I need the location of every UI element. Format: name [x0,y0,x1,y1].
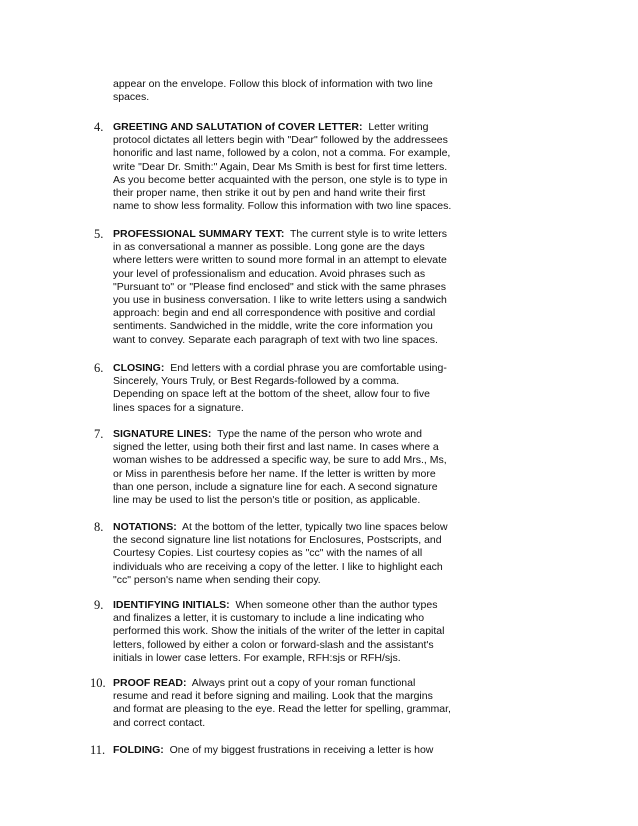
list-item-proof-read [90,676,452,730]
item-heading: IDENTIFYING INITIALS: [113,599,230,611]
item-number: 8. [94,520,104,534]
item-number: 9. [94,598,104,612]
item-text: Always print out a copy of your roman functional resume and read it before signing and mailing. Look that the margins and format are pleasing to the eye. Read the letter for spelling, grammar, and correct contact. [113,677,451,729]
item-number: 11. [90,743,106,757]
item-heading: GREETING AND SALUTATION of COVER LETTER: [113,121,363,133]
list-item-signature-lines [94,428,452,507]
list-item-greeting [94,121,452,213]
item-body [113,521,452,587]
item-text: End letters with a cordial phrase you are comfortable using-Sincerely, Yours Truly, or Best Regards-followed by a comma. Depending on space left at the bottom of the sheet, allow four to five lines spaces for a signature. [113,362,447,414]
list-item-folding [90,743,452,757]
item-text: When someone other than the author types and finalizes a letter, it is customary to include a line indicating who performed this work. Show the initials of the writer of the letter in capital letters, followed by either a colon or forward-slash and the assistant's initials in lower case letters. For example, RFH:sjs or RFH/sjs. [113,599,445,664]
list-item-identifying-initials [94,599,452,665]
item-heading: CLOSING: [113,362,165,374]
item-number: 10. [90,676,106,690]
list-item-notations [94,521,452,587]
item-heading: NOTATIONS: [113,521,177,533]
item-body [113,428,452,507]
list-item-closing [94,362,452,415]
item-number: 6. [94,361,104,375]
item-body [113,228,452,347]
item-heading: FOLDING: [113,744,164,756]
item-number: 7. [94,427,104,441]
item-heading: PROOF READ: [113,677,187,689]
item-body [113,121,452,213]
item-heading: SIGNATURE LINES: [113,428,212,440]
item-text: Letter writing protocol dictates all letters begin with "Dear" followed by the addressees honorific and last name, followed by a colon, not a comma. For example, write "Dear Dr. Smith:" Again, Dear Ms Smith is best for first time letters. As you become better acquainted with the person, one style is to type in their proper name, then strike it out by pen and hand write their first name to show less formality. Follow this information with two line spaces. [113,121,452,213]
item-number: 4. [94,120,104,134]
item-body [113,677,452,730]
item-text: At the bottom of the letter, typically two line spaces below the second signature line list notations for Enclosures, Postscripts, and Courtesy Copies. List courtesy copies as "cc" with the names of all individuals who are receiving a copy of the letter. I like to highlight each "cc" person's name when sending their copy. [113,521,448,586]
intro-paragraph: appear on the envelope. Follow this block of information with two line spaces. [113,78,433,104]
item-body [113,599,452,665]
item-body [113,744,452,757]
item-number: 5. [94,227,104,241]
item-text: One of my biggest frustrations in receiving a letter is how [169,744,434,756]
list-item-professional-summary [94,228,452,347]
item-body [113,362,452,415]
item-text: The current style is to write letters in as conversational a manner as possible. Long gone are the days where letters were written to sound more formal in an attempt to elevate your level of professionalism and education. Avoid phrases such as "Pursuant to" or "Please find enclosed" and stick with the same phrases you use in business conversation. I like to write letters using a sandwich approach: begin and end all correspondence with positive and cordial sentiments. Sandwiched in the middle, write the core information you want to convey. Separate each paragraph of text with two line spaces. [113,228,447,346]
item-text: Type the name of the person who wrote and signed the letter, using both their first and last name. In cases where a woman wishes to be addressed a specific way, be sure to add Mrs., Ms, or Miss in parenthesis before her name. If the letter is written by more than one person, include a signature line for each. A second signature line may be used to list the person's title or position, as applicable. [113,428,447,507]
item-heading: PROFESSIONAL SUMMARY TEXT: [113,228,285,240]
